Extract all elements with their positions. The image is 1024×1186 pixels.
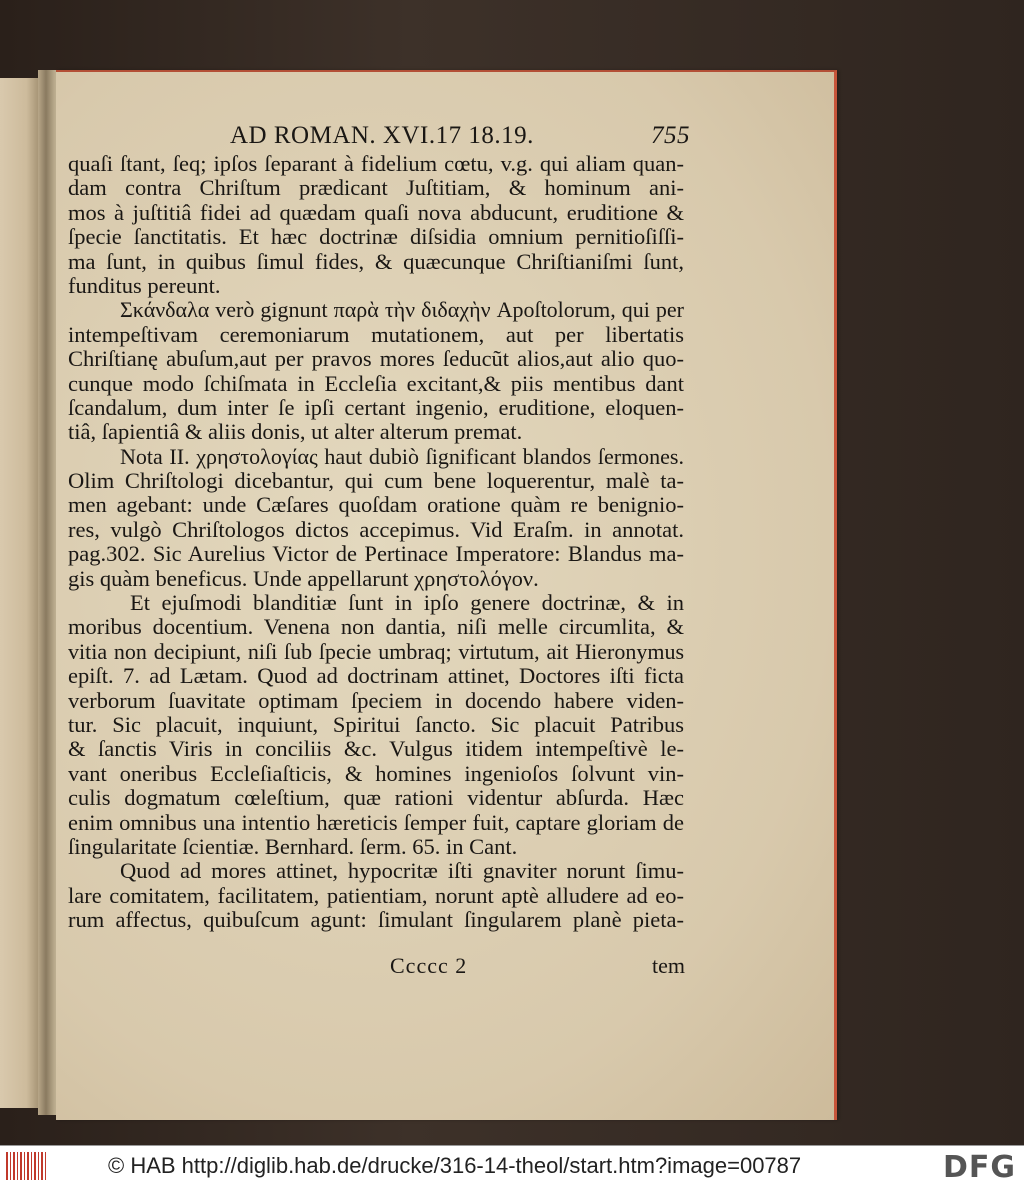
text-line: ſcandalum, dum inter ſe ipſi certant ingenio, eruditione, eloquen- (68, 394, 684, 420)
text-line: verborum ſuavitate optimam ſpeciem in docendo habere viden- (68, 687, 684, 713)
text-line: Olim Chriſtologi dicebantur, qui cum bene loquerentur, malè ta- (68, 468, 684, 494)
text-line: tiâ, ſapientiâ & aliis donis, ut alter alterum premat. (68, 419, 523, 445)
text-line: intempeſtivam ceremoniarum mutationem, aut per libertatis (68, 321, 684, 347)
dfg-logo: DFG (942, 1150, 1016, 1185)
previous-page-edge (0, 78, 38, 1108)
text-line: funditus pereunt. (68, 272, 221, 298)
text-line: & ſanctis Viris in conciliis &c. Vulgus itidem intempeſtivè le- (68, 736, 684, 762)
body-text (68, 152, 684, 933)
text-line: men agebant: unde Cæſares quoſdam oratione quàm re benignio- (68, 492, 684, 518)
text-line: tur. Sic placuit, inquiunt, Spiritui ſancto. Sic placuit Patribus (68, 711, 684, 737)
text-line: vant oneribus Eccleſiaſticis, & homines ingenioſos ſolvunt vin- (68, 760, 684, 786)
text-line: enim omnibus una intentio hæreticis ſemper fuit, captare gloriam de (68, 809, 684, 835)
text-line: Quod ad mores attinet, hypocritæ iſti gnaviter norunt ſimu- (120, 858, 684, 884)
page-foot (390, 953, 685, 981)
text-line: pag.302. Sic Aurelius Victor de Pertinace Imperatore: Blandus ma- (68, 541, 684, 567)
text-line: Et ejuſmodi blanditiæ ſunt in ipſo genere doctrinæ, & in (130, 590, 684, 616)
running-head: AD ROMAN. XVI.17 18.19. (230, 122, 534, 149)
text-line: gis quàm beneficus. Unde appellarunt χρηστολόγον. (68, 565, 539, 591)
text-line: res, vulgò Chriſtologos dictos accepimus. Vid Eraſm. in annotat. (68, 516, 684, 542)
text-line: moribus docentium. Venena non dantia, niſi melle circumlita, & (68, 614, 684, 640)
page-number: 755 (651, 122, 690, 149)
barcode-icon (6, 1152, 46, 1180)
text-line: epiſt. 7. ad Lætam. Quod ad doctrinam attinet, Doctores iſti ficta (68, 663, 684, 689)
text-line: ſpecie ſanctitatis. Et hæc doctrinæ diſsidia omnium pernitioſiſſi- (68, 224, 684, 250)
text-line: Σκάνδαλα verò gignunt παρὰ τὴν διδαχὴν Apoſtolorum, qui per (120, 297, 684, 323)
text-line: culis dogmatum cœleſtium, quæ rationi videntur abſurda. Hæc (68, 785, 684, 811)
signature-mark: Ccccc 2 (390, 953, 468, 978)
source-link[interactable]: © HAB http://diglib.hab.de/drucke/316-14-theol/start.htm?image=00787 (108, 1153, 802, 1178)
page-header (230, 122, 690, 152)
text-line: mos à juſtitiâ fidei ad quædam quaſi nova abducunt, eruditione & (68, 199, 684, 225)
text-line: Chriſtianę abuſum,aut per pravos mores ſeducũt alios,aut alio quo- (68, 346, 684, 372)
text-line: vitia non decipiunt, niſi ſub ſpecie umbraq; virtutum, ait Hieronymus (68, 638, 684, 664)
text-line: rum affectus, quibuſcum agunt: ſimulant ſingularem planè pieta- (68, 907, 684, 933)
text-line: Nota II. χρηστολογίας haut dubiò ſignificant blandos ſermones. (120, 443, 684, 469)
viewer-footer (0, 1145, 1024, 1186)
catchword: tem (652, 953, 685, 978)
text-line: quaſi ſtant, ſeq; ipſos ſeparant à fidelium cœtu, v.g. qui aliam quan- (68, 151, 684, 176)
text-line: ſingularitate ſcientiæ. Bernhard. ſerm. 65. in Cant. (68, 833, 518, 859)
book-gutter (38, 70, 58, 1115)
text-line: cunque modo ſchiſmata in Eccleſia excitant,& piis mentibus dant (68, 370, 684, 396)
text-line: dam contra Chriſtum prædicant Juſtitiam, & hominum ani- (68, 175, 684, 201)
text-line: lare comitatem, facilitatem, patientiam, norunt aptè alludere ad eo- (68, 882, 684, 908)
text-line: ma ſunt, in quibus ſimul fides, & quæcunque Chriſtianiſmi ſunt, (68, 248, 684, 274)
